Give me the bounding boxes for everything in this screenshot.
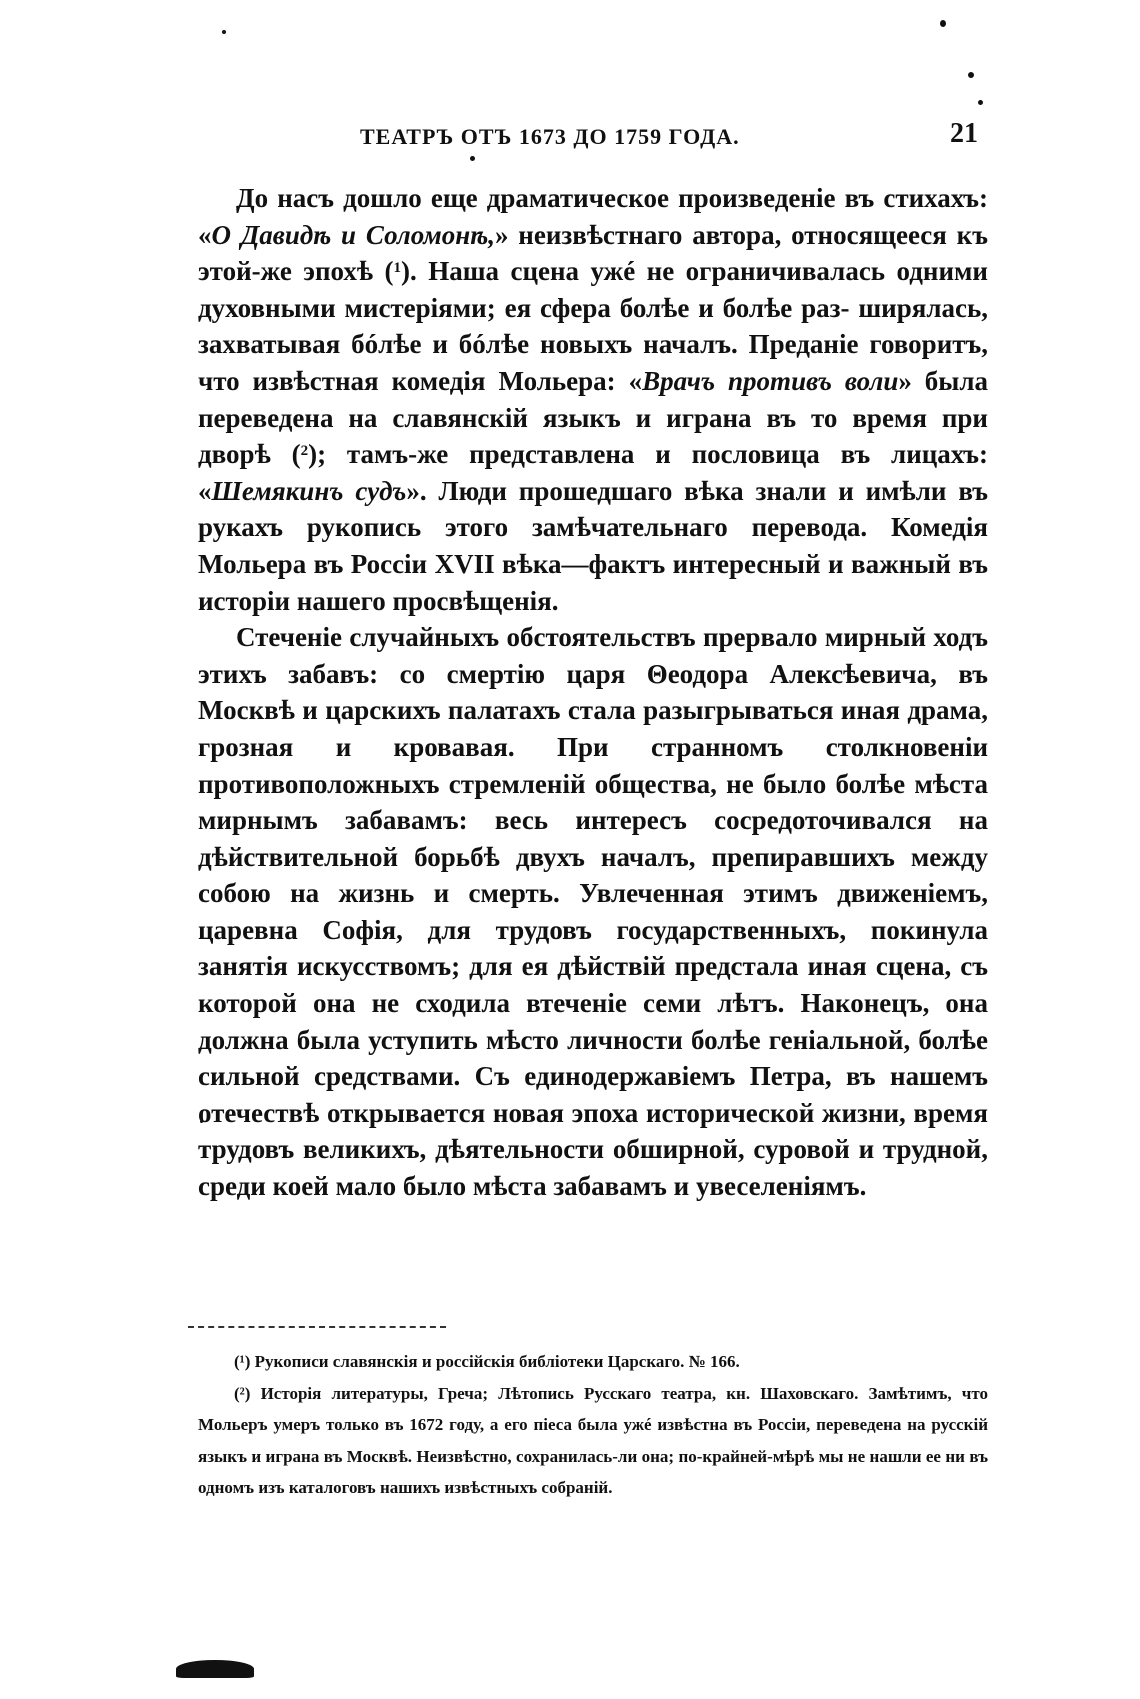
paragraph-1-part: До насъ дошло еще драматическое произведеніе въ стихахъ: «	[198, 183, 988, 250]
paragraph-1	[198, 180, 988, 619]
footnotes	[198, 1346, 988, 1504]
footnote-2	[198, 1378, 988, 1504]
scan-speck	[978, 100, 983, 105]
work-title: Врачъ противъ воли	[642, 365, 899, 396]
page-number: 21	[950, 118, 978, 149]
paragraph-1-part: ). Наша сцена ужé не ограничивалась одними духовными мистеріями; ея сфера болѣе и болѣе раз- ширялась, захватывая бóлѣе и бóлѣе новыхъ началъ. Преданіе говоритъ, что извѣстная комедія Мольера: «	[198, 256, 988, 396]
footnote-marker: (¹)	[234, 1352, 251, 1371]
scan-speck	[470, 156, 475, 161]
scan-speck	[968, 72, 974, 78]
scan-blot	[176, 1660, 254, 1678]
work-title: Шемякинъ судъ	[211, 475, 407, 506]
paragraph-1-part: » была переведена на славянскій языкъ и играна въ то время при дворѣ (	[198, 365, 988, 470]
footnote-ref: 1	[393, 260, 401, 277]
footnote-marker: (²)	[234, 1383, 251, 1403]
footnote-ref: 2	[300, 443, 309, 460]
footnote-1	[198, 1346, 988, 1378]
body-text	[198, 180, 988, 1205]
paragraph-1-part: » неизвѣстнаго автора, относящееся къ этой-же эпохѣ (	[198, 219, 988, 287]
work-title: О Давидѣ и Соломонѣ,	[211, 219, 495, 250]
paragraph-1-part: ». Люди прошедшаго вѣка знали и имѣли въ рукахъ рукопись этого замѣчательнаго перевода. Комедія Мольера въ Россіи XVII вѣка—фактъ интересный и важный въ исторіи нашего просвѣщенія.	[198, 475, 988, 616]
scan-speck	[222, 30, 226, 34]
scan-speck	[940, 20, 946, 27]
paragraph-1-part: ); тамъ-же представлена и пословица въ лицахъ: «	[198, 439, 989, 506]
footnote-separator	[188, 1326, 446, 1328]
footnote-text: Рукописи славянскія и россійскія библіотеки Царскаго. № 166.	[254, 1352, 740, 1371]
footnote-text: Исторія литературы, Греча; Лѣтопись Русскаго театра, кн. Шаховскаго. Замѣтимъ, что Мольеръ умеръ только въ 1672 году, а его піеса была ужé извѣстна въ Россіи, переведена на русскій языкъ и играна въ Москвѣ. Неизвѣстно, сохранилась-ли она; по-крайней-мѣрѣ мы не нашли ее ни въ одномъ изъ каталоговъ нашихъ извѣстныхъ собраній.	[198, 1383, 989, 1497]
paragraph-2: Стеченіе случайныхъ обстоятельствъ прервало мирный ходъ этихъ забавъ: со смертію царя Θеодора Алексѣевича, въ Москвѣ и царскихъ палатахъ стала разыгрываться иная драма, грозная и кровавая. При странномъ столкновеніи противоположныхъ стремленій общества, не было болѣе мѣста мирнымъ забавамъ: весь интересъ сосредоточивался на дѣйствительной борьбѣ двухъ началъ, препиравшихъ между собою на жизнь и смерть. Увлеченная этимъ движеніемъ, царевна Софія, для трудовъ государственныхъ, покинула занятія искусствомъ; для ея дѣйствій предстала иная сцена, съ которой она не сходила втеченіе семи лѣтъ. Наконецъ, она должна была уступить мѣсто личности болѣе геніальной, болѣе сильной средствами. Съ единодержавіемъ Петра, въ нашемъ отечествѣ открывается новая эпоха исторической жизни, время трудовъ великихъ, дѣятельности обширной, суровой и трудной, среди коей мало было мѣста забавамъ и увеселеніямъ.	[198, 622, 988, 1202]
running-title: ТЕАТРЪ ОТЪ 1673 ДО 1759 ГОДА.	[360, 124, 740, 149]
